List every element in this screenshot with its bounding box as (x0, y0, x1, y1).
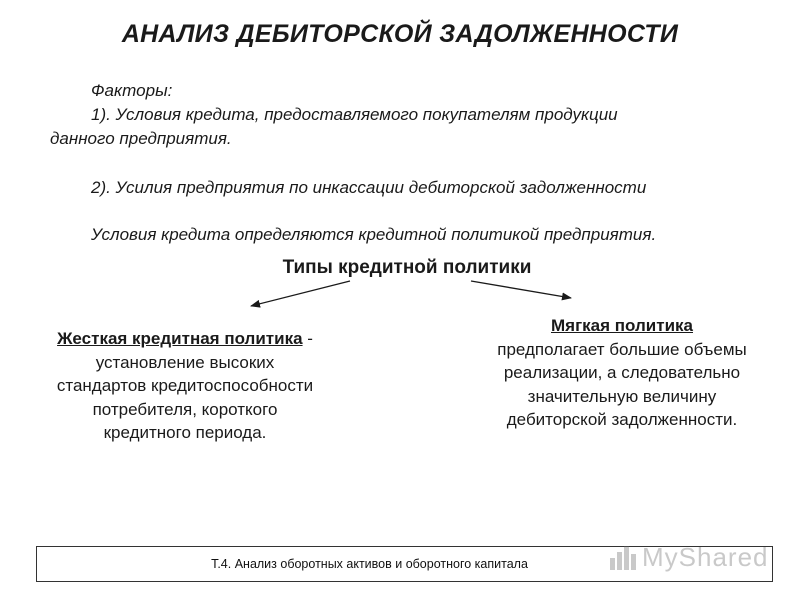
soft-policy-block (492, 314, 752, 432)
watermark-text: MyShared (642, 541, 769, 572)
factor-1-line-1: 1). Условия кредита, предоставляемого покупателям продукции (91, 105, 618, 124)
soft-policy-description: предполагает большие объемы реализации, а следовательно значительную величину дебиторской задолженности. (497, 339, 747, 429)
arrow-to-strict-policy (251, 281, 350, 306)
credit-terms-note: Условия кредита определяются кредитной политикой предприятия. (91, 225, 657, 244)
strict-policy-block (55, 327, 315, 445)
factor-1-line-2: данного предприятия. (50, 129, 232, 148)
watermark-logo (608, 540, 769, 574)
slide-title: АНАЛИЗ ДЕБИТОРСКОЙ ЗАДОЛЖЕННОСТИ (121, 20, 679, 48)
policy-types-heading: Типы кредитной политики (282, 257, 532, 278)
arrow-to-soft-policy (471, 281, 571, 298)
strict-policy-description: - установление высоких стандартов кредитоспособности потребителя, короткого кредитного периода. (56, 329, 314, 442)
factor-2: 2). Усилия предприятия по инкассации дебиторской задолженности (91, 178, 647, 197)
soft-policy-name: Мягкая политика (551, 316, 693, 335)
chart-icon (608, 542, 638, 572)
footer-text: Т.4. Анализ оборотных активов и оборотного капитала (211, 557, 528, 571)
factors-heading: Факторы: (91, 81, 173, 100)
strict-policy-name: Жесткая кредитная политика (57, 329, 303, 348)
